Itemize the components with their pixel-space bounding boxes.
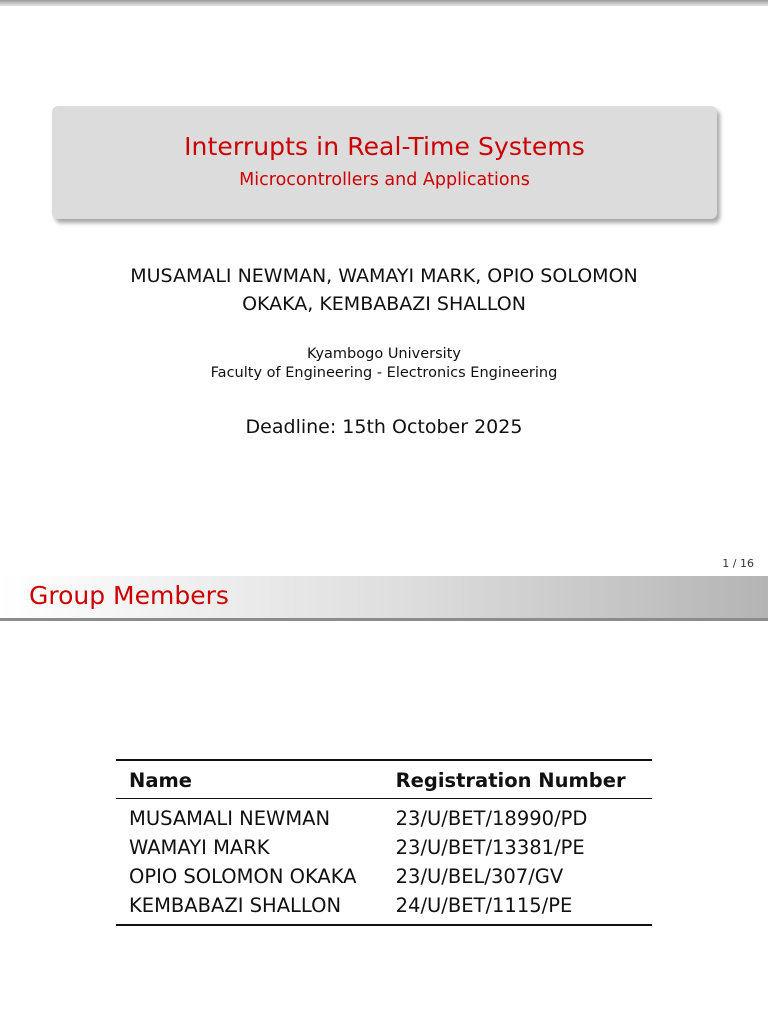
frame-header bbox=[0, 576, 768, 621]
table-row bbox=[116, 799, 652, 834]
page-number: 1 / 16 bbox=[722, 557, 754, 570]
registration-number: 24/U/BET/1115/PE bbox=[395, 894, 573, 917]
institution-block bbox=[0, 345, 768, 383]
authors bbox=[0, 262, 768, 318]
faculty: Faculty of Engineering - Electronics Engineering bbox=[210, 365, 558, 381]
member-name: MUSAMALI NEWMAN bbox=[129, 807, 331, 830]
authors-line-1: MUSAMALI NEWMAN, WAMAYI MARK, OPIO SOLOMON bbox=[130, 265, 638, 287]
institution: Kyambogo University bbox=[307, 346, 461, 362]
frame-title: Group Members bbox=[29, 581, 229, 610]
member-name: WAMAYI MARK bbox=[129, 836, 270, 859]
column-header-name: Name bbox=[116, 760, 383, 799]
presentation-title: Interrupts in Real-Time Systems bbox=[184, 132, 585, 161]
table-row bbox=[116, 862, 652, 891]
members-table-wrap bbox=[116, 759, 652, 926]
registration-number: 23/U/BET/18990/PD bbox=[395, 807, 588, 830]
authors-line-2: OKAKA, KEMBABAZI SHALLON bbox=[242, 293, 526, 315]
table-row bbox=[116, 833, 652, 862]
deadline: Deadline: 15th October 2025 bbox=[245, 416, 523, 438]
top-rule bbox=[0, 0, 768, 6]
table-header-row bbox=[116, 760, 652, 799]
table-row bbox=[116, 891, 652, 925]
title-box bbox=[52, 106, 717, 219]
member-name: OPIO SOLOMON OKAKA bbox=[129, 865, 357, 888]
registration-number: 23/U/BET/13381/PE bbox=[395, 836, 585, 859]
registration-number: 23/U/BEL/307/GV bbox=[395, 865, 564, 888]
member-name: KEMBABAZI SHALLON bbox=[129, 894, 342, 917]
column-header-registration: Registration Number bbox=[383, 760, 652, 799]
group-members-slide bbox=[0, 576, 768, 1024]
presentation-subtitle: Microcontrollers and Applications bbox=[239, 170, 530, 190]
members-table bbox=[116, 759, 652, 926]
